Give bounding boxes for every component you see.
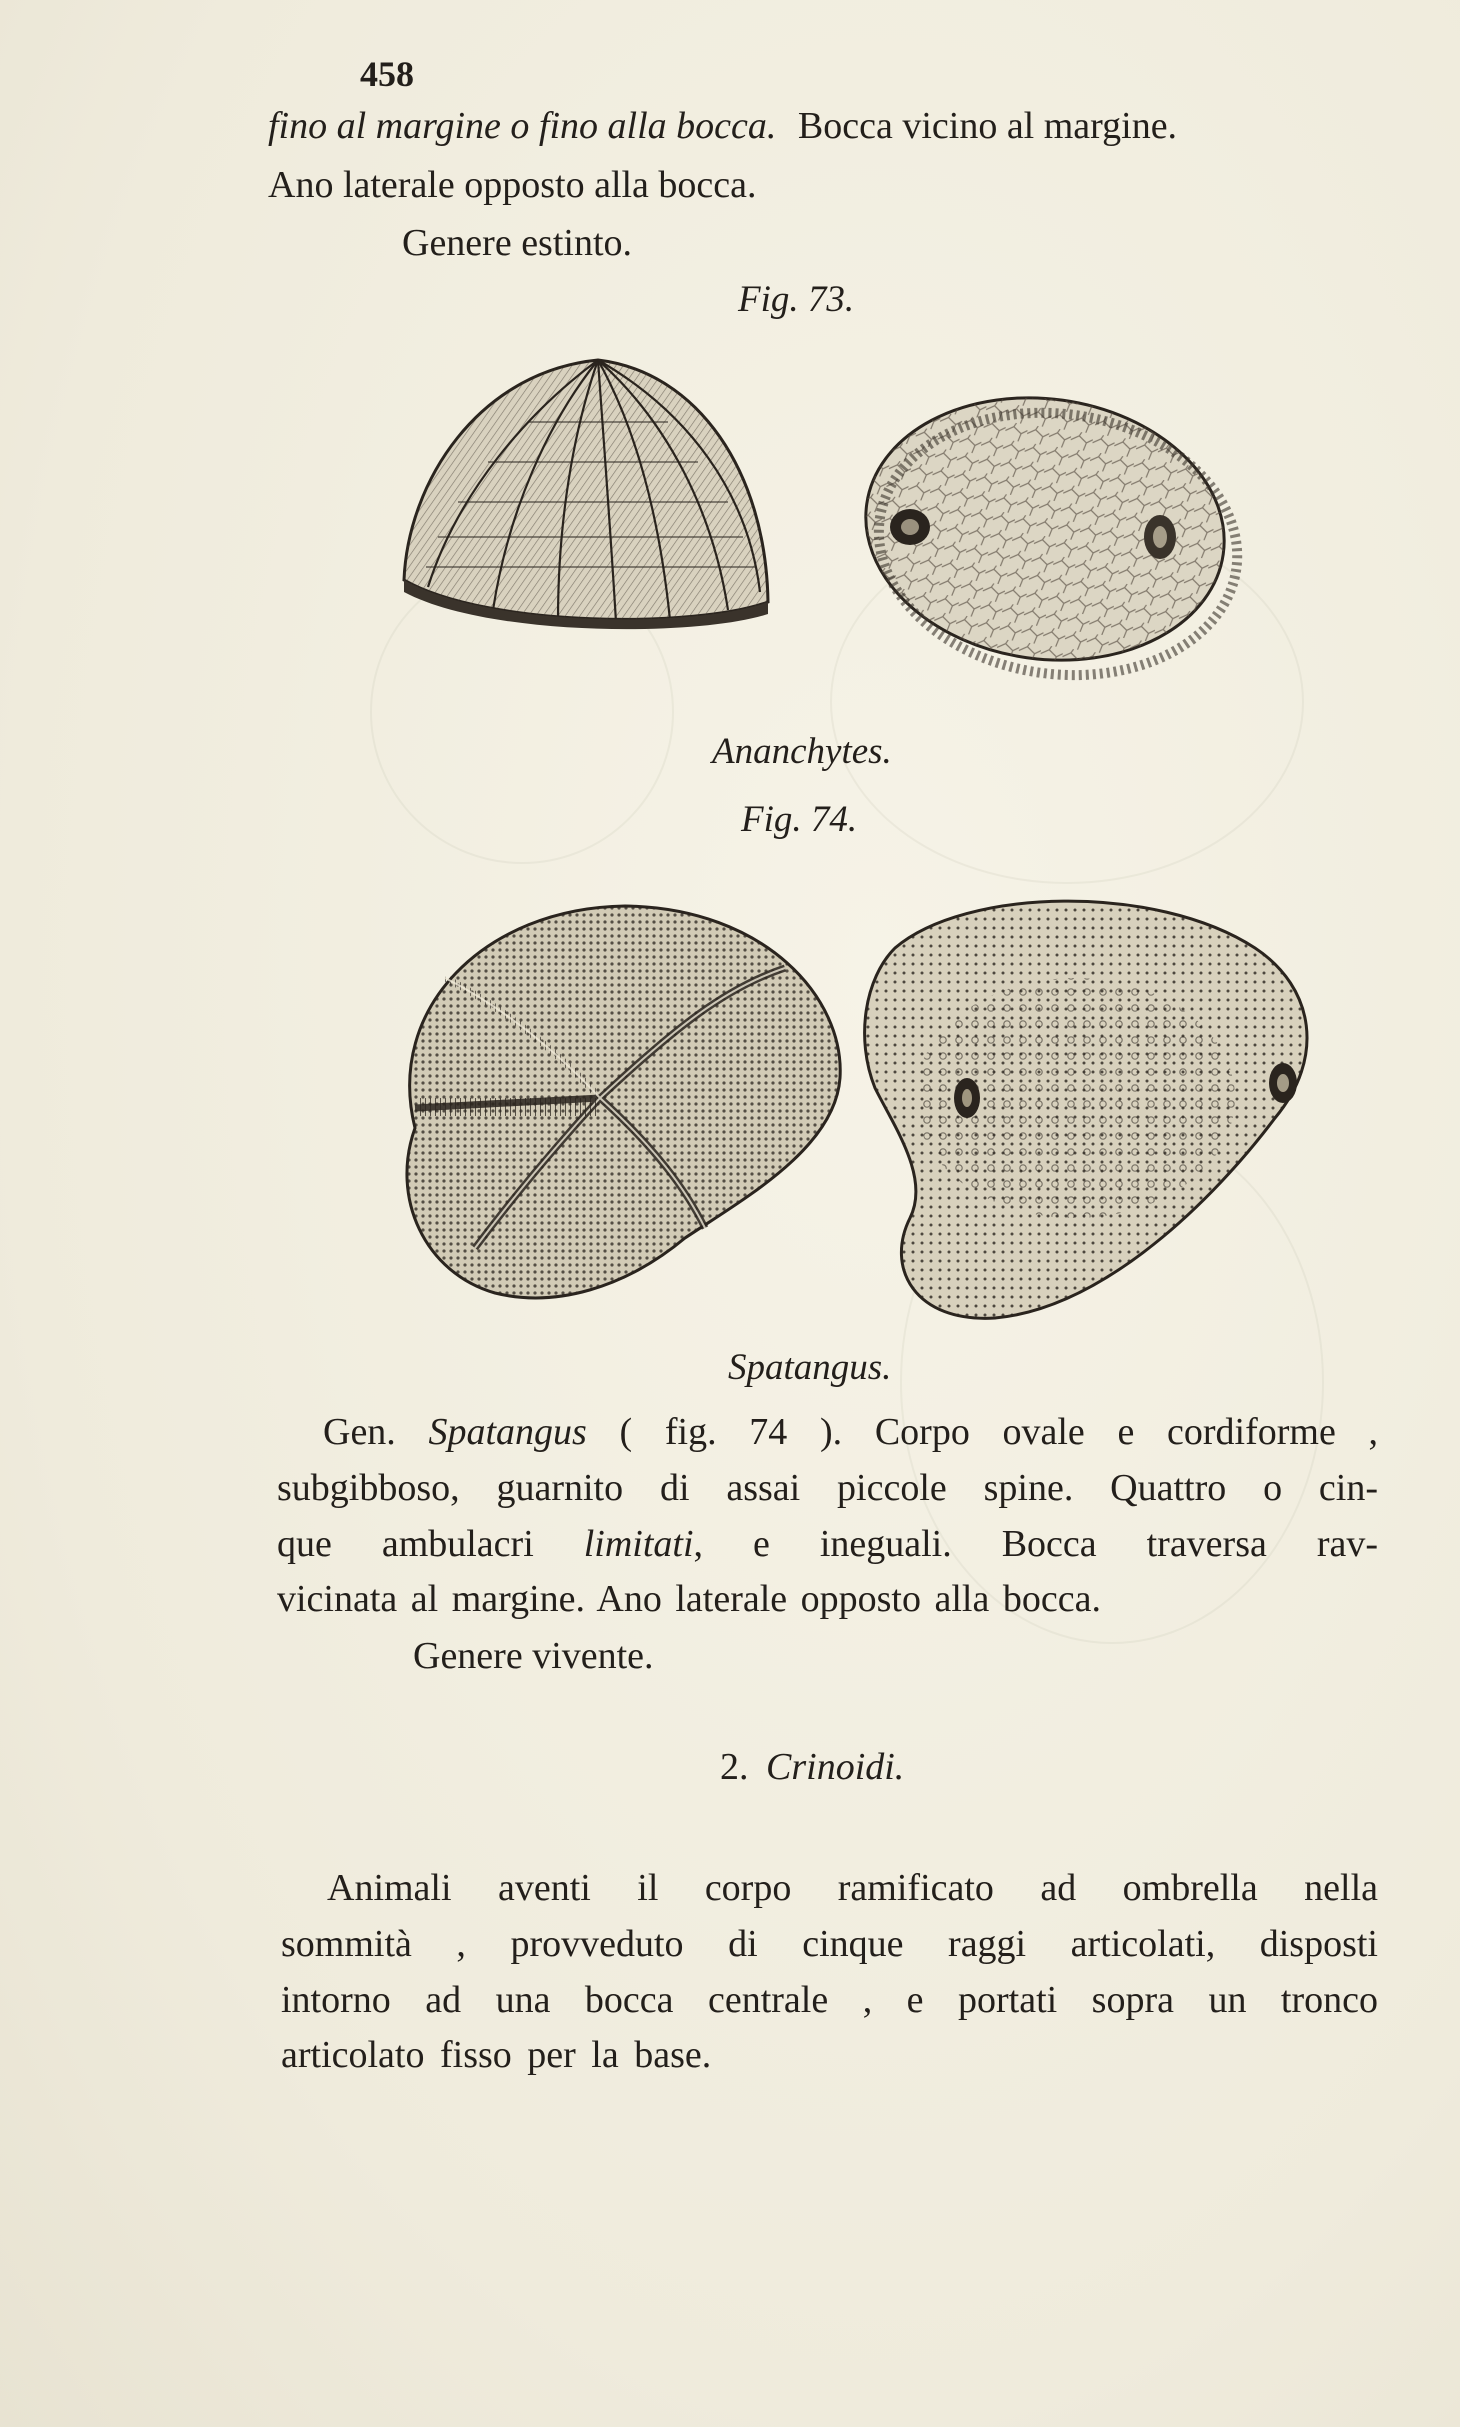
crinoidi-line-4: articolato fisso per la base. xyxy=(281,2034,712,2076)
spatangus-underside-illustration xyxy=(855,888,1317,1320)
page-number: 458 xyxy=(360,54,414,94)
crinoidi-line-1: Animali aventi il corpo ramificato ad ombrella nella xyxy=(327,1867,1378,1909)
spatangus-paragraph-line-3 xyxy=(277,1522,1378,1566)
spatangus-paragraph-line-2: subgibboso, guarnito di assai piccole spine. Quattro o cin- xyxy=(277,1467,1378,1509)
limitati-italic: limitati xyxy=(583,1523,694,1565)
ananchytes-underside-illustration xyxy=(860,392,1230,667)
intro-line-2: Ano laterale opposto alla bocca. xyxy=(268,164,757,206)
line-3-end: , e ineguali. Bocca traversa rav- xyxy=(693,1523,1378,1565)
genus-name: Spatangus xyxy=(428,1411,587,1453)
spatangus-paragraph-line-1 xyxy=(323,1410,1378,1454)
intro-line-1-italic: fino al margine o fino alla bocca. xyxy=(268,105,777,147)
spatangus-paragraph-line-4: vicinata al margine. Ano laterale opposto alla bocca. xyxy=(277,1578,1101,1620)
fig74-label: Fig. 74. xyxy=(741,799,858,840)
section-number: 2. xyxy=(720,1746,749,1788)
intro-line-3: Genere estinto. xyxy=(402,222,633,264)
intro-line-1 xyxy=(268,107,1177,145)
genere-vivente: Genere vivente. xyxy=(413,1635,654,1677)
paragraph-line-1-rest: Corpo ovale e cordiforme , xyxy=(874,1411,1379,1453)
fig-reference: ( fig. 74 ). xyxy=(619,1411,843,1453)
crinoidi-line-3: intorno ad una bocca centrale , e portati sopra un tronco xyxy=(281,1979,1378,2021)
line-3-start: que ambulacri xyxy=(277,1523,534,1565)
spatangus-top-illustration xyxy=(385,898,845,1318)
ananchytes-side-illustration xyxy=(398,352,773,637)
fig74-caption: Spatangus. xyxy=(728,1347,892,1388)
section-heading xyxy=(720,1748,904,1786)
gen-abbrev: Gen. xyxy=(323,1411,396,1453)
section-title: Crinoidi. xyxy=(766,1746,905,1788)
fig73-label: Fig. 73. xyxy=(738,279,855,320)
crinoidi-line-2: sommità , provveduto di cinque raggi articolati, disposti xyxy=(281,1923,1378,1965)
fig73-caption: Ananchytes. xyxy=(712,731,892,772)
intro-line-1-rest: Bocca vicino al margine. xyxy=(797,105,1178,147)
